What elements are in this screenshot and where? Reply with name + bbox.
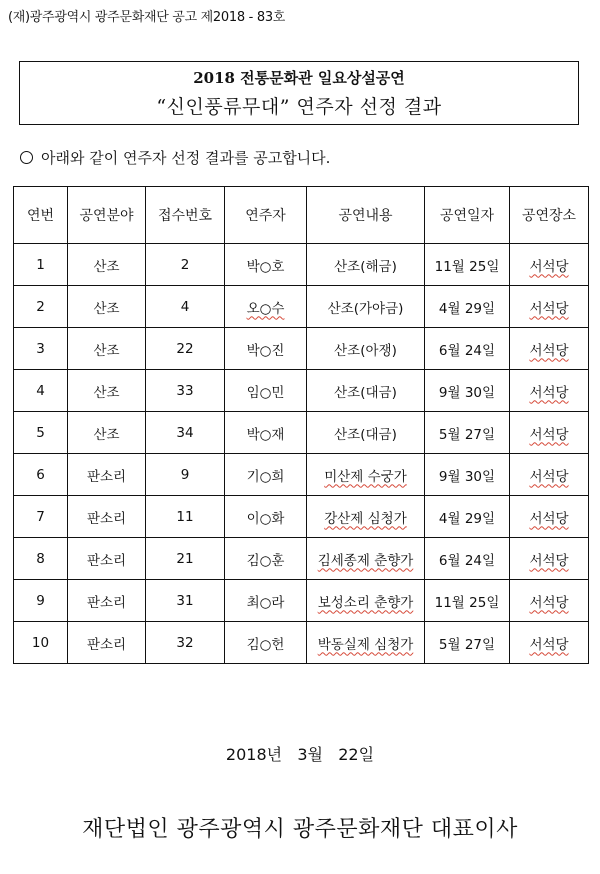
- cell-content: [307, 370, 425, 412]
- table-row: [14, 538, 589, 580]
- cell-performer-text: 김○헌: [246, 636, 285, 653]
- cell-date-text: 5월 27일: [438, 636, 496, 653]
- cell-number-text: 5: [36, 424, 45, 441]
- cell-content: [307, 412, 425, 454]
- cell-receipt-text: 11: [176, 508, 194, 525]
- title-box: [19, 61, 579, 125]
- cell-venue-text: 서석당: [529, 636, 569, 653]
- cell-field: [68, 454, 146, 496]
- issuer-signature: 재단법인 광주광역시 광주문화재단 대표이사: [82, 817, 518, 842]
- cell-content-text: 산조(대금): [334, 426, 397, 443]
- cell-field-text: 판소리: [86, 468, 127, 485]
- cell-receipt: [146, 370, 225, 412]
- cell-date-text: 9월 30일: [438, 384, 496, 401]
- cell-field: [68, 580, 146, 622]
- cell-performer-text: 오○수: [246, 300, 285, 317]
- cell-content-text: 산조(가야금): [327, 300, 404, 317]
- title-line-1: 2018 전통문화관 일요상설공연: [193, 69, 405, 87]
- cell-field: [68, 496, 146, 538]
- cell-date: [425, 286, 510, 328]
- cell-date: [425, 538, 510, 580]
- cell-field-text: 산조: [93, 384, 120, 401]
- cell-field-text: 판소리: [86, 636, 127, 653]
- cell-receipt: [146, 580, 225, 622]
- cell-performer-text: 이○화: [246, 510, 285, 527]
- cell-performer: [225, 454, 307, 496]
- cell-receipt-text: 34: [176, 424, 194, 441]
- header-cell-number: 연번: [14, 187, 68, 244]
- cell-venue: [510, 328, 589, 370]
- notice-statement: [20, 147, 330, 168]
- cell-number: [14, 328, 68, 370]
- cell-field: [68, 412, 146, 454]
- table-row: [14, 580, 589, 622]
- cell-number-text: 4: [36, 382, 45, 399]
- cell-venue: [510, 454, 589, 496]
- cell-receipt: [146, 328, 225, 370]
- cell-number-text: 3: [36, 340, 45, 357]
- cell-date: [425, 454, 510, 496]
- header-cell-date: 공연일자: [425, 187, 510, 244]
- cell-date-text: 5월 27일: [438, 426, 496, 443]
- cell-content-text: 박동실제 심청가: [317, 636, 414, 653]
- cell-receipt-text: 4: [180, 298, 190, 315]
- table-row: [14, 328, 589, 370]
- cell-field-text: 산조: [93, 258, 120, 275]
- cell-receipt-text: 32: [176, 634, 194, 651]
- cell-field: [68, 538, 146, 580]
- cell-receipt: [146, 286, 225, 328]
- cell-date-text: 4월 29일: [438, 300, 496, 317]
- cell-field-text: 판소리: [86, 552, 127, 569]
- cell-venue-text: 서석당: [529, 384, 569, 401]
- cell-content: [307, 286, 425, 328]
- cell-number-text: 6: [36, 466, 45, 483]
- cell-content-text: 산조(해금): [334, 258, 397, 275]
- cell-receipt-text: 31: [176, 592, 194, 609]
- cell-receipt-text: 22: [176, 340, 194, 357]
- cell-date-text: 11월 25일: [434, 594, 500, 611]
- cell-receipt-text: 2: [180, 256, 190, 273]
- cell-venue-text: 서석당: [529, 510, 569, 527]
- cell-venue-text: 서석당: [529, 258, 569, 275]
- cell-venue: [510, 244, 589, 286]
- cell-number-text: 7: [36, 508, 45, 525]
- cell-receipt: [146, 244, 225, 286]
- cell-date: [425, 244, 510, 286]
- header-cell-performer: 연주자: [225, 187, 307, 244]
- cell-performer: [225, 580, 307, 622]
- header-cell-content: 공연내용: [307, 187, 425, 244]
- cell-performer: [225, 496, 307, 538]
- notice-text: 아래와 같이 연주자 선정 결과를 공고합니다.: [41, 149, 331, 167]
- cell-performer: [225, 622, 307, 664]
- cell-venue-text: 서석당: [529, 552, 569, 569]
- cell-venue: [510, 286, 589, 328]
- circle-bullet-icon: [20, 151, 33, 164]
- table-row: [14, 412, 589, 454]
- cell-field: [68, 244, 146, 286]
- cell-number: [14, 496, 68, 538]
- cell-performer: [225, 286, 307, 328]
- cell-venue-text: 서석당: [529, 426, 569, 443]
- cell-receipt: [146, 454, 225, 496]
- cell-number: [14, 538, 68, 580]
- cell-date: [425, 370, 510, 412]
- title-line-2: “신인풍류무대” 연주자 선정 결과: [156, 96, 442, 118]
- table-row: [14, 286, 589, 328]
- cell-content: [307, 328, 425, 370]
- cell-field-text: 산조: [93, 426, 120, 443]
- cell-number: [14, 622, 68, 664]
- cell-content: [307, 454, 425, 496]
- cell-content-text: 산조(대금): [334, 384, 397, 401]
- cell-number: [14, 286, 68, 328]
- notice-number: (재)광주광역시 광주문화재단 공고 제2018 - 83호: [8, 10, 286, 25]
- cell-field-text: 판소리: [86, 510, 127, 527]
- table-header-row: [14, 187, 589, 244]
- cell-performer: [225, 538, 307, 580]
- cell-date-text: 9월 30일: [438, 468, 496, 485]
- cell-content: [307, 496, 425, 538]
- cell-number-text: 10: [31, 634, 50, 651]
- table-body: [14, 244, 589, 664]
- cell-date: [425, 622, 510, 664]
- cell-number: [14, 244, 68, 286]
- cell-field: [68, 328, 146, 370]
- cell-performer: [225, 244, 307, 286]
- cell-number-text: 2: [36, 298, 45, 315]
- cell-venue-text: 서석당: [529, 300, 569, 317]
- cell-content: [307, 580, 425, 622]
- cell-performer-text: 박○호: [246, 258, 285, 275]
- cell-performer: [225, 370, 307, 412]
- cell-venue: [510, 580, 589, 622]
- cell-venue: [510, 496, 589, 538]
- cell-receipt: [146, 496, 225, 538]
- announcement-date: 2018년 3월 22일: [225, 745, 375, 764]
- cell-receipt: [146, 538, 225, 580]
- cell-venue: [510, 370, 589, 412]
- cell-date: [425, 328, 510, 370]
- table-row: [14, 622, 589, 664]
- cell-field-text: 산조: [93, 300, 120, 317]
- cell-performer-text: 최○라: [246, 594, 285, 611]
- cell-venue: [510, 538, 589, 580]
- cell-field: [68, 286, 146, 328]
- cell-date-text: 11월 25일: [434, 258, 500, 275]
- cell-performer-text: 박○재: [246, 426, 285, 443]
- table-row: [14, 454, 589, 496]
- cell-date: [425, 412, 510, 454]
- cell-field-text: 판소리: [86, 594, 127, 611]
- cell-receipt-text: 33: [176, 382, 194, 399]
- cell-number-text: 1: [36, 256, 45, 273]
- results-table: [13, 186, 589, 664]
- cell-number-text: 8: [36, 550, 45, 567]
- cell-venue-text: 서석당: [529, 342, 569, 359]
- cell-date: [425, 496, 510, 538]
- cell-content: [307, 538, 425, 580]
- cell-content: [307, 622, 425, 664]
- cell-performer-text: 김○훈: [246, 552, 285, 569]
- cell-venue: [510, 622, 589, 664]
- cell-performer: [225, 328, 307, 370]
- cell-content-text: 보성소리 춘향가: [317, 594, 414, 611]
- cell-number: [14, 454, 68, 496]
- header-cell-venue: 공연장소: [510, 187, 589, 244]
- table-row: [14, 496, 589, 538]
- cell-date: [425, 580, 510, 622]
- cell-content-text: 산조(아쟁): [334, 342, 397, 359]
- header-cell-field: 공연분야: [68, 187, 146, 244]
- cell-date-text: 4월 29일: [438, 510, 496, 527]
- cell-field-text: 산조: [93, 342, 120, 359]
- cell-performer-text: 임○민: [246, 384, 285, 401]
- cell-receipt-text: 21: [176, 550, 194, 567]
- cell-receipt: [146, 622, 225, 664]
- cell-content-text: 김세종제 춘향가: [317, 552, 414, 569]
- cell-content: [307, 244, 425, 286]
- cell-content-text: 미산제 수궁가: [324, 468, 407, 485]
- cell-number: [14, 370, 68, 412]
- cell-content-text: 강산제 심청가: [324, 510, 407, 527]
- cell-performer: [225, 412, 307, 454]
- cell-field: [68, 622, 146, 664]
- cell-number: [14, 412, 68, 454]
- cell-date-text: 6월 24일: [438, 342, 496, 359]
- table-row: [14, 370, 589, 412]
- cell-receipt: [146, 412, 225, 454]
- table-row: [14, 244, 589, 286]
- cell-venue-text: 서석당: [529, 594, 569, 611]
- cell-number: [14, 580, 68, 622]
- cell-performer-text: 기○희: [246, 468, 285, 485]
- cell-field: [68, 370, 146, 412]
- cell-number-text: 9: [36, 592, 45, 609]
- cell-venue-text: 서석당: [529, 468, 569, 485]
- cell-receipt-text: 9: [180, 466, 190, 483]
- cell-date-text: 6월 24일: [438, 552, 496, 569]
- cell-venue: [510, 412, 589, 454]
- cell-performer-text: 박○진: [246, 342, 285, 359]
- header-cell-receipt: 접수번호: [146, 187, 225, 244]
